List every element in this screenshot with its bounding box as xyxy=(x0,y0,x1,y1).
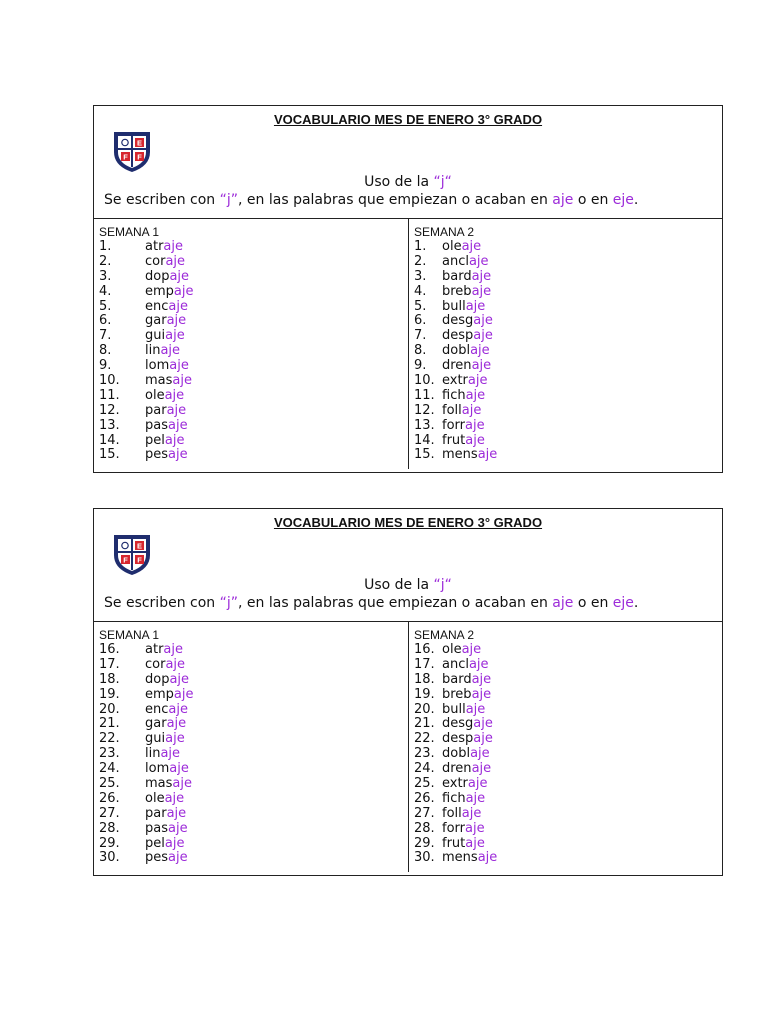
list-item xyxy=(414,419,722,434)
item-number: 28. xyxy=(99,820,120,836)
list-item xyxy=(414,404,722,419)
item-number: 2. xyxy=(99,253,112,269)
word-stem: atr xyxy=(145,239,164,254)
word-suffix: aje xyxy=(461,642,482,657)
item-number: 23. xyxy=(99,746,120,762)
item-number: 5. xyxy=(99,298,112,314)
word-suffix: aje xyxy=(468,253,489,269)
list-item xyxy=(414,285,722,300)
word-suffix: aje xyxy=(160,343,181,359)
item-number: 2. xyxy=(414,253,427,269)
word-stem: dobl xyxy=(442,343,471,359)
word-stem: mens xyxy=(442,447,478,463)
list-item xyxy=(99,703,408,718)
word-stem: breb xyxy=(442,686,472,702)
item-number: 1. xyxy=(414,239,427,254)
word-stem: desg xyxy=(442,313,474,329)
word-suffix: aje xyxy=(461,239,482,254)
word-stem: emp xyxy=(145,283,174,299)
word-stem: dren xyxy=(442,761,472,777)
item-number: 18. xyxy=(414,671,435,687)
word-suffix: aje xyxy=(164,790,185,806)
word-stem: par xyxy=(145,402,167,418)
list-item xyxy=(99,807,408,822)
word-stem: fich xyxy=(442,387,466,403)
list-item xyxy=(414,822,722,837)
word-suffix: aje xyxy=(471,761,492,777)
item-number: 14. xyxy=(414,432,435,448)
list-item xyxy=(414,314,722,329)
word-suffix: aje xyxy=(471,268,492,284)
word-suffix: aje xyxy=(471,358,492,374)
list-item xyxy=(99,404,408,419)
word-suffix: aje xyxy=(168,820,188,836)
word-stem: frut xyxy=(442,432,466,448)
list-item xyxy=(414,389,722,404)
week-columns xyxy=(94,622,722,872)
word-stem: mas xyxy=(145,776,173,792)
list-item xyxy=(414,837,722,852)
list-item xyxy=(414,359,722,374)
item-number: 8. xyxy=(99,343,112,359)
item-number: 21. xyxy=(414,716,435,732)
week-1-column xyxy=(94,219,408,469)
list-item xyxy=(414,807,722,822)
word-stem: fich xyxy=(442,790,466,806)
list-item xyxy=(414,255,722,270)
list-item xyxy=(99,643,408,658)
word-stem: pas xyxy=(145,820,168,836)
week-2-title: SEMANA 2 xyxy=(414,225,475,239)
item-number: 15. xyxy=(99,447,120,463)
word-suffix: aje xyxy=(165,328,185,344)
word-suffix: aje xyxy=(168,298,188,314)
list-item xyxy=(99,434,408,449)
item-number: 12. xyxy=(414,402,435,418)
word-suffix: aje xyxy=(461,402,482,418)
word-stem: ancl xyxy=(442,253,469,269)
item-number: 7. xyxy=(414,328,427,344)
item-number: 20. xyxy=(99,701,120,717)
word-suffix: aje xyxy=(169,671,190,687)
list-item xyxy=(414,300,722,315)
list-item xyxy=(414,732,722,747)
item-number: 15. xyxy=(414,447,435,463)
word-stem: desg xyxy=(442,716,474,732)
item-number: 26. xyxy=(99,790,120,806)
list-item xyxy=(414,270,722,285)
list-item xyxy=(99,822,408,837)
card-title: VOCABULARIO MES DE ENERO 3° GRADO xyxy=(273,112,543,127)
item-number: 19. xyxy=(99,686,120,702)
item-number: 28. xyxy=(414,820,435,836)
word-suffix: aje xyxy=(465,701,486,717)
word-stem: par xyxy=(145,805,167,821)
word-suffix: aje xyxy=(465,432,485,448)
word-suffix: aje xyxy=(173,283,194,299)
item-number: 8. xyxy=(414,343,427,359)
word-suffix: aje xyxy=(164,387,185,403)
list-item xyxy=(99,359,408,374)
item-number: 22. xyxy=(414,731,435,747)
word-stem: cor xyxy=(145,253,166,269)
word-stem: enc xyxy=(145,298,169,314)
word-stem: pes xyxy=(145,447,169,463)
word-suffix: aje xyxy=(168,417,188,433)
word-suffix: aje xyxy=(160,746,181,762)
word-suffix: aje xyxy=(163,642,183,657)
list-item xyxy=(414,448,722,463)
school-crest-icon xyxy=(109,531,155,577)
list-item xyxy=(414,643,722,658)
word-stem: dobl xyxy=(442,746,471,762)
word-stem: pas xyxy=(145,417,168,433)
word-stem: frut xyxy=(442,835,466,851)
word-suffix: aje xyxy=(467,373,488,389)
item-number: 9. xyxy=(414,358,427,374)
word-list xyxy=(99,643,408,866)
item-number: 22. xyxy=(99,731,120,747)
word-stem: lom xyxy=(145,761,170,777)
word-suffix: aje xyxy=(473,716,493,732)
word-suffix: aje xyxy=(169,268,190,284)
word-stem: ole xyxy=(145,387,165,403)
word-suffix: aje xyxy=(477,447,498,463)
list-item xyxy=(414,344,722,359)
list-item xyxy=(414,777,722,792)
item-number: 21. xyxy=(99,716,120,732)
list-item xyxy=(414,762,722,777)
item-number: 14. xyxy=(99,432,120,448)
word-stem: lin xyxy=(145,746,161,762)
word-suffix: aje xyxy=(166,716,187,732)
card-title: VOCABULARIO MES DE ENERO 3° GRADO xyxy=(273,515,543,530)
word-suffix: aje xyxy=(471,283,492,299)
list-item xyxy=(414,717,722,732)
item-number: 11. xyxy=(414,387,435,403)
word-suffix: aje xyxy=(163,239,183,254)
word-suffix: aje xyxy=(465,298,486,314)
list-item xyxy=(99,762,408,777)
item-number: 16. xyxy=(99,642,120,657)
list-item xyxy=(414,747,722,762)
item-number: 17. xyxy=(414,656,435,672)
word-stem: foll xyxy=(442,402,462,418)
item-number: 12. xyxy=(99,402,120,418)
list-item xyxy=(99,270,408,285)
svg-text:F: F xyxy=(123,152,128,162)
word-suffix: aje xyxy=(465,835,485,851)
item-number: 24. xyxy=(414,761,435,777)
svg-text:F: F xyxy=(137,555,142,565)
list-item xyxy=(99,240,408,255)
word-suffix: aje xyxy=(470,343,490,359)
item-number: 18. xyxy=(99,671,120,687)
list-item xyxy=(99,314,408,329)
school-crest-icon xyxy=(109,128,155,174)
item-number: 3. xyxy=(414,268,427,284)
list-item xyxy=(99,837,408,852)
item-number: 25. xyxy=(414,776,435,792)
word-suffix: aje xyxy=(165,253,186,269)
list-item xyxy=(99,658,408,673)
word-stem: pes xyxy=(145,850,169,866)
list-item xyxy=(99,329,408,344)
item-number: 25. xyxy=(99,776,120,792)
item-number: 3. xyxy=(99,268,112,284)
week-1-column xyxy=(94,622,408,872)
word-stem: desp xyxy=(442,328,474,344)
word-stem: forr xyxy=(442,820,465,836)
word-suffix: aje xyxy=(465,417,485,433)
item-number: 10. xyxy=(99,373,120,389)
word-suffix: aje xyxy=(169,358,189,374)
item-number: 10. xyxy=(414,373,435,389)
list-item xyxy=(99,389,408,404)
week-1-title: SEMANA 1 xyxy=(99,628,160,642)
subtitle: Uso de la “j“ xyxy=(364,577,452,593)
word-suffix: aje xyxy=(169,761,189,777)
list-item xyxy=(414,658,722,673)
word-suffix: aje xyxy=(461,805,482,821)
word-stem: breb xyxy=(442,283,472,299)
word-suffix: aje xyxy=(172,373,192,389)
week-columns xyxy=(94,219,722,469)
list-item xyxy=(414,329,722,344)
card-header xyxy=(94,509,722,622)
word-suffix: aje xyxy=(471,671,492,687)
list-item xyxy=(99,777,408,792)
list-item xyxy=(99,448,408,463)
list-item xyxy=(99,285,408,300)
item-number: 6. xyxy=(99,313,112,329)
list-item xyxy=(414,703,722,718)
word-stem: ole xyxy=(145,790,165,806)
word-stem: extr xyxy=(442,776,468,792)
svg-text:F: F xyxy=(123,555,128,565)
word-stem: bard xyxy=(442,268,472,284)
word-stem: lom xyxy=(145,358,170,374)
item-number: 1. xyxy=(99,239,112,254)
word-stem: ancl xyxy=(442,656,469,672)
word-suffix: aje xyxy=(470,746,490,762)
word-stem: bull xyxy=(442,298,466,314)
item-number: 23. xyxy=(414,746,435,762)
word-stem: atr xyxy=(145,642,164,657)
word-stem: gar xyxy=(145,313,167,329)
list-item xyxy=(99,673,408,688)
list-item xyxy=(414,673,722,688)
item-number: 29. xyxy=(99,835,120,851)
word-stem: ole xyxy=(442,642,462,657)
item-number: 24. xyxy=(99,761,120,777)
item-number: 13. xyxy=(414,417,435,433)
spelling-rule: Se escriben con “j”, en las palabras que empiezan o acaban en aje o en eje. xyxy=(104,595,639,611)
list-item xyxy=(414,688,722,703)
item-number: 4. xyxy=(99,283,112,299)
word-suffix: aje xyxy=(467,776,488,792)
vocabulary-card-1 xyxy=(93,105,723,473)
list-item xyxy=(414,792,722,807)
list-item xyxy=(99,374,408,389)
item-number: 26. xyxy=(414,790,435,806)
word-stem: cor xyxy=(145,656,166,672)
word-stem: bard xyxy=(442,671,472,687)
word-stem: mens xyxy=(442,850,478,866)
word-suffix: aje xyxy=(168,701,188,717)
list-item xyxy=(414,374,722,389)
word-suffix: aje xyxy=(465,387,486,403)
word-suffix: aje xyxy=(468,656,489,672)
word-suffix: aje xyxy=(165,656,186,672)
item-number: 16. xyxy=(414,642,435,657)
list-item xyxy=(99,688,408,703)
list-item xyxy=(99,851,408,866)
item-number: 4. xyxy=(414,283,427,299)
word-stem: gar xyxy=(145,716,167,732)
svg-text:F: F xyxy=(137,152,142,162)
word-stem: gui xyxy=(145,328,166,344)
item-number: 6. xyxy=(414,313,427,329)
word-suffix: aje xyxy=(473,328,493,344)
word-suffix: aje xyxy=(477,850,498,866)
item-number: 9. xyxy=(99,358,112,374)
word-suffix: aje xyxy=(164,432,185,448)
word-stem: extr xyxy=(442,373,468,389)
item-number: 19. xyxy=(414,686,435,702)
word-stem: pel xyxy=(145,432,165,448)
word-suffix: aje xyxy=(471,686,492,702)
word-suffix: aje xyxy=(465,820,485,836)
item-number: 7. xyxy=(99,328,112,344)
word-suffix: aje xyxy=(168,447,188,463)
item-number: 29. xyxy=(414,835,435,851)
item-number: 30. xyxy=(414,850,435,866)
word-suffix: aje xyxy=(164,835,185,851)
spelling-rule: Se escriben con “j”, en las palabras que empiezan o acaban en aje o en eje. xyxy=(104,192,639,208)
word-suffix: aje xyxy=(473,313,493,329)
vocabulary-card-2 xyxy=(93,508,723,876)
list-item xyxy=(99,717,408,732)
list-item xyxy=(414,434,722,449)
word-stem: enc xyxy=(145,701,169,717)
word-suffix: aje xyxy=(166,805,187,821)
item-number: 30. xyxy=(99,850,120,866)
word-suffix: aje xyxy=(165,731,185,747)
word-list xyxy=(99,240,408,463)
week-1-title: SEMANA 1 xyxy=(99,225,160,239)
week-2-column xyxy=(408,622,722,872)
word-stem: forr xyxy=(442,417,465,433)
word-suffix: aje xyxy=(173,686,194,702)
week-2-title: SEMANA 2 xyxy=(414,628,475,642)
list-item xyxy=(99,300,408,315)
list-item xyxy=(99,419,408,434)
list-item xyxy=(99,732,408,747)
word-suffix: aje xyxy=(465,790,486,806)
word-list xyxy=(414,240,722,463)
list-item xyxy=(414,240,722,255)
list-item xyxy=(99,344,408,359)
word-stem: foll xyxy=(442,805,462,821)
list-item xyxy=(99,747,408,762)
item-number: 17. xyxy=(99,656,120,672)
item-number: 11. xyxy=(99,387,120,403)
word-suffix: aje xyxy=(166,402,187,418)
word-suffix: aje xyxy=(473,731,493,747)
card-header xyxy=(94,106,722,219)
word-stem: bull xyxy=(442,701,466,717)
word-stem: gui xyxy=(145,731,166,747)
word-suffix: aje xyxy=(168,850,188,866)
word-stem: pel xyxy=(145,835,165,851)
word-stem: dop xyxy=(145,268,170,284)
word-stem: emp xyxy=(145,686,174,702)
word-list xyxy=(414,643,722,866)
item-number: 27. xyxy=(414,805,435,821)
word-stem: lin xyxy=(145,343,161,359)
word-stem: ole xyxy=(442,239,462,254)
item-number: 5. xyxy=(414,298,427,314)
list-item xyxy=(414,851,722,866)
item-number: 20. xyxy=(414,701,435,717)
svg-text:E: E xyxy=(136,138,143,148)
item-number: 13. xyxy=(99,417,120,433)
word-stem: desp xyxy=(442,731,474,747)
list-item xyxy=(99,255,408,270)
word-suffix: aje xyxy=(172,776,192,792)
word-suffix: aje xyxy=(166,313,187,329)
word-stem: dop xyxy=(145,671,170,687)
list-item xyxy=(99,792,408,807)
word-stem: mas xyxy=(145,373,173,389)
word-stem: dren xyxy=(442,358,472,374)
subtitle: Uso de la “j“ xyxy=(364,174,452,190)
item-number: 27. xyxy=(99,805,120,821)
week-2-column xyxy=(408,219,722,469)
svg-text:E: E xyxy=(136,541,143,551)
